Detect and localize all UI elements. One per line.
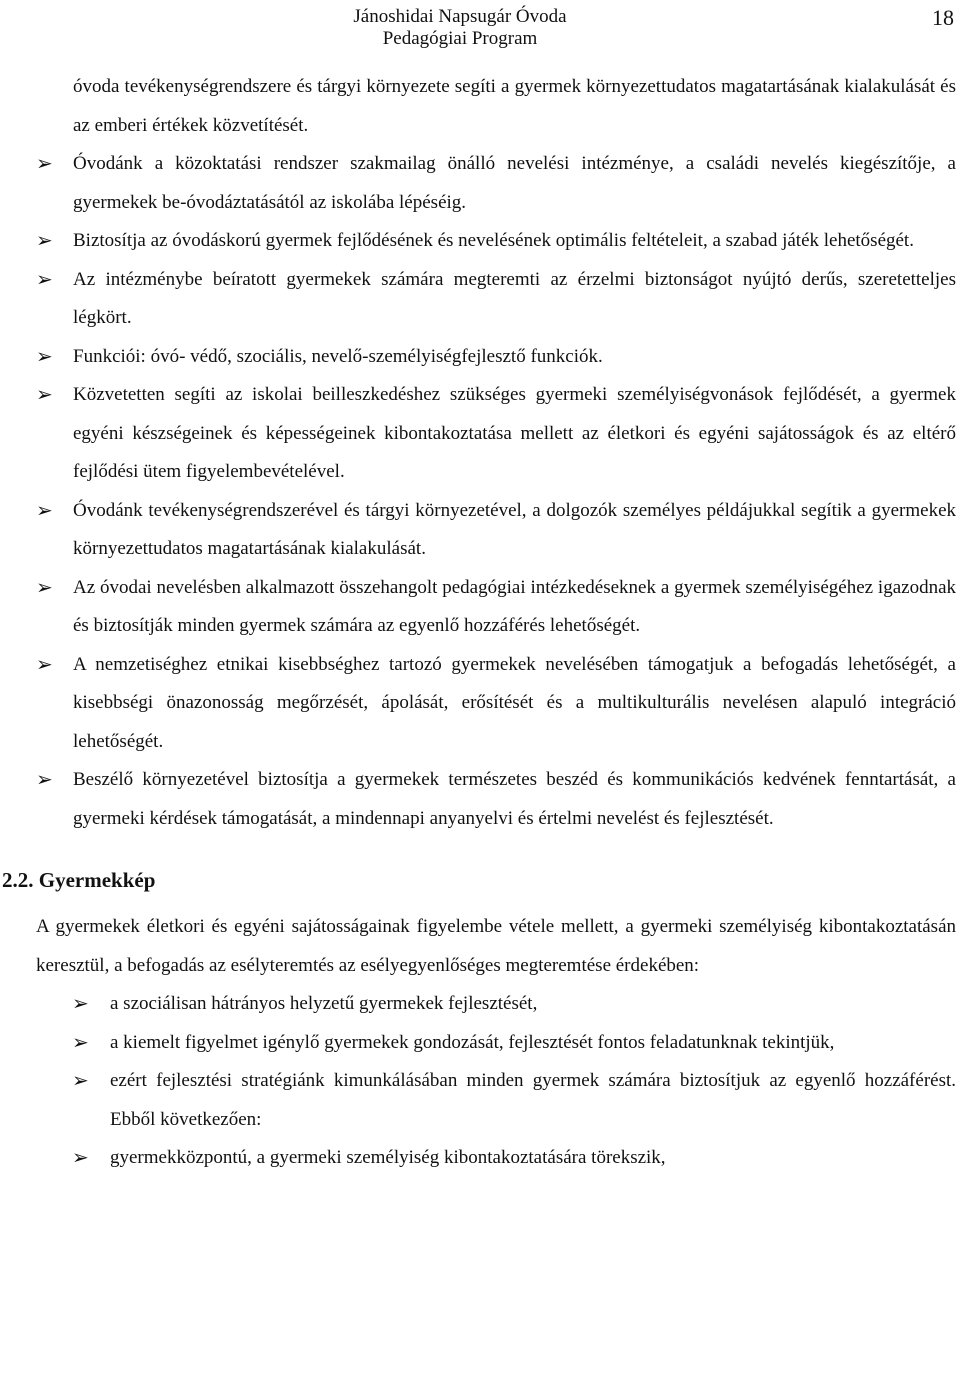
list-item-text: ezért fejlesztési stratégiánk kimunkálásában minden gyermek számára biztosítjuk az egyenlő hozzáférést. Ebből következően:	[110, 1070, 956, 1130]
header-title-block	[0, 6, 920, 50]
section-title: 2.2. Gyermekkép	[2, 868, 156, 892]
list-item	[0, 492, 960, 569]
page-number: 18	[932, 5, 954, 30]
list-item-text: Óvodánk tevékenységrendszerével és tárgyi környezetével, a dolgozók személyes példájukkal segítik a gyermekek környezettudatos magatartásának kialakulását.	[73, 499, 956, 559]
list-item	[0, 338, 960, 377]
list-item-text: gyermekközpontú, a gyermeki személyiség kibontakoztatására törekszik,	[110, 1147, 666, 1168]
list-item-text: a szociálisan hátrányos helyzetű gyermekek fejlesztését,	[110, 993, 538, 1014]
arrow-bullet-icon: ➢	[72, 1031, 89, 1054]
section-paragraph: A gyermekek életkori és egyéni sajátosságainak figyelembe vétele mellett, a gyermeki személyiség kibontakoztatásán keresztül, a befogadás az esélyteremtés az esélyegyenlőséges megteremtése érdekében:	[36, 916, 956, 976]
list-item	[0, 569, 960, 646]
header-program-name: Pedagógiai Program	[382, 28, 538, 49]
arrow-bullet-icon: ➢	[36, 268, 53, 291]
list-item	[0, 761, 960, 838]
list-item	[0, 145, 960, 222]
list-item	[0, 646, 960, 762]
list-item-text: Az intézménybe beíratott gyermekek számára megteremti az érzelmi biztonságot nyújtó derűs, szeretetteljes légkört.	[73, 268, 956, 328]
list-item	[0, 222, 960, 261]
list-item	[0, 1139, 960, 1178]
arrow-bullet-icon: ➢	[36, 230, 53, 252]
list-item	[0, 261, 960, 338]
list-item	[0, 1062, 960, 1139]
arrow-bullet-icon: ➢	[36, 345, 53, 368]
arrow-bullet-icon: ➢	[36, 653, 53, 676]
header-school-name: Jánoshidai Napsugár Óvoda	[353, 6, 567, 27]
arrow-bullet-icon: ➢	[36, 769, 53, 791]
arrow-bullet-icon: ➢	[72, 1070, 89, 1092]
list-item	[0, 376, 960, 492]
arrow-bullet-icon: ➢	[36, 384, 53, 406]
arrow-bullet-icon: ➢	[72, 993, 89, 1015]
section-list	[0, 985, 960, 1178]
page-content	[0, 68, 960, 1178]
arrow-bullet-icon: ➢	[36, 153, 53, 175]
arrow-bullet-icon: ➢	[36, 499, 53, 522]
list-item-text: Óvodánk a közoktatási rendszer szakmailag önálló nevelési intézménye, a családi nevelés kiegészítője, a gyermekek be-óvodáztatásától az iskolába lépéséig.	[73, 153, 956, 213]
list-item-text: Funkciói: óvó- védő, szociális, nevelő-személyiségfejlesztő funkciók.	[73, 345, 603, 367]
principles-list	[0, 145, 960, 838]
list-item-text: a kiemelt figyelmet igénylő gyermekek gondozását, fejlesztését fontos feladatunknak tekintjük,	[110, 1031, 835, 1053]
intro-paragraph: óvoda tevékenységrendszere és tárgyi környezete segíti a gyermek környezettudatos magatartásának kialakulását és az emberi értékek közvetítését.	[73, 76, 956, 136]
page-header	[0, 0, 960, 58]
list-item-text: Az óvodai nevelésben alkalmazott összehangolt pedagógiai intézkedéseknek a gyermek személyiségéhez igazodnak és biztosítják minden gyermek számára az egyenlő hozzáférés lehetőségét.	[73, 576, 956, 636]
list-item-text: Beszélő környezetével biztosítja a gyermekek természetes beszéd és kommunikációs kedvének fenntartását, a gyermeki kérdések támogatását, a mindennapi anyanyelvi és értelmi nevelést és fejlesztését.	[73, 769, 956, 829]
arrow-bullet-icon: ➢	[36, 576, 53, 599]
list-item-text: Közvetetten segíti az iskolai beilleszkedéshez szükséges gyermeki személyiségvonások fejlődését, a gyermek egyéni készségeinek és képességeinek kibontakoztatása mellett az életkori és egyéni sajátosságok és az eltérő fejlődési ütem figyelembevételével.	[73, 384, 956, 482]
list-item	[0, 985, 960, 1024]
list-item-text: A nemzetiséghez etnikai kisebbséghez tartozó gyermekek nevelésében támogatjuk a befogadás lehetőségét, a kisebbségi önazonosság megőrzését, ápolását, erősítését és a multikulturális nevelésen alapuló integráció lehetőségét.	[73, 653, 956, 752]
list-item	[0, 1024, 960, 1063]
list-item-text: Biztosítja az óvodáskorú gyermek fejlődésének és nevelésének optimális feltételeit, a szabad játék lehetőségét.	[73, 230, 914, 251]
arrow-bullet-icon: ➢	[72, 1147, 89, 1169]
